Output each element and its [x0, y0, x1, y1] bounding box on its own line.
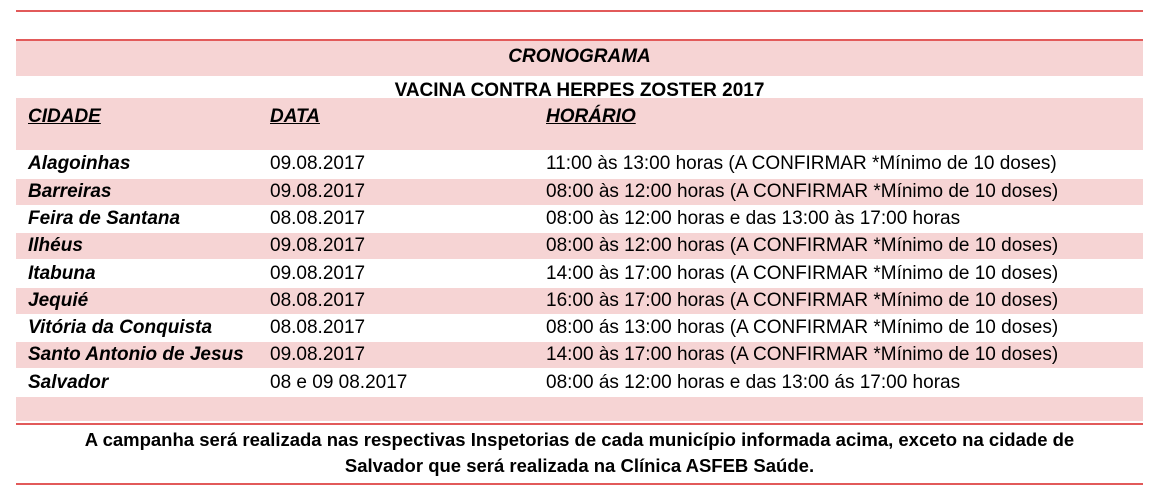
column-header-date: DATA	[270, 106, 320, 127]
row-city: Ilhéus	[28, 235, 83, 256]
row-date: 09.08.2017	[270, 181, 366, 202]
row-date: 08.08.2017	[270, 290, 366, 311]
row-time: 14:00 às 17:00 horas (A CONFIRMAR *Mínimo de 10 doses)	[546, 263, 1059, 284]
row-city: Feira de Santana	[28, 208, 181, 229]
row-date: 09.08.2017	[270, 344, 366, 365]
schedule-subtitle: VACINA CONTRA HERPES ZOSTER 2017	[394, 80, 765, 101]
row-date: 08 e 09 08.2017	[270, 372, 408, 393]
row-time: 08:00 às 12:00 horas (A CONFIRMAR *Mínimo de 10 doses)	[546, 181, 1059, 202]
row-time: 08:00 ás 12:00 horas e das 13:00 ás 17:00 horas	[546, 372, 961, 393]
campaign-note-line-1: A campanha será realizada nas respectivas Inspetorias de cada município informada acima, exceto na cidade de	[84, 429, 1075, 450]
row-date: 09.08.2017	[270, 263, 366, 284]
row-time: 08:00 ás 13:00 horas (A CONFIRMAR *Mínimo de 10 doses)	[546, 317, 1059, 338]
row-time: 14:00 às 17:00 horas (A CONFIRMAR *Mínimo de 10 doses)	[546, 344, 1059, 365]
row-city: Santo Antonio de Jesus	[28, 344, 244, 365]
top-rule	[16, 10, 1143, 12]
row-time: 16:00 às 17:00 horas (A CONFIRMAR *Mínimo de 10 doses)	[546, 290, 1059, 311]
column-header-time: HORÁRIO	[546, 106, 636, 127]
row-city: Barreiras	[28, 181, 112, 202]
row-time: 11:00 às 13:00 horas (A CONFIRMAR *Mínimo de 10 doses)	[546, 153, 1057, 174]
row-date: 09.08.2017	[270, 153, 366, 174]
footer-band	[16, 397, 1143, 421]
row-time: 08:00 às 12:00 horas e das 13:00 às 17:00 horas	[546, 208, 961, 229]
column-header-city: CIDADE	[28, 106, 101, 127]
campaign-note-line-2: Salvador que será realizada na Clínica ASFEB Saúde.	[344, 455, 815, 476]
bottom-rule	[16, 483, 1143, 485]
row-date: 08.08.2017	[270, 317, 366, 338]
row-city: Alagoinhas	[28, 153, 131, 174]
row-city: Jequié	[28, 290, 89, 311]
row-date: 08.08.2017	[270, 208, 366, 229]
schedule-title: CRONOGRAMA	[508, 46, 651, 67]
row-city: Salvador	[28, 372, 109, 393]
row-city: Vitória da Conquista	[28, 317, 213, 338]
note-top-rule	[16, 423, 1143, 425]
row-city: Itabuna	[28, 263, 96, 284]
row-date: 09.08.2017	[270, 235, 366, 256]
row-time: 08:00 às 12:00 horas (A CONFIRMAR *Mínimo de 10 doses)	[546, 235, 1059, 256]
